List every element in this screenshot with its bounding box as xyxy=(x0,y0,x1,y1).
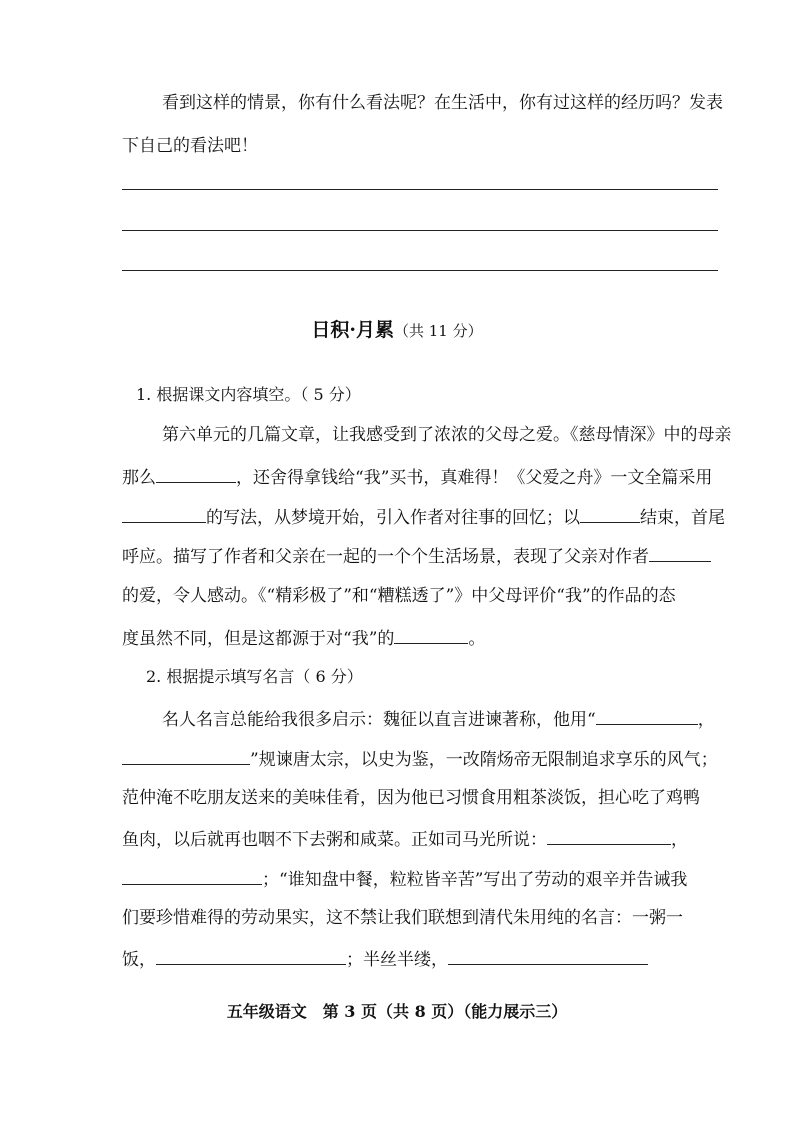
q1-blank-4[interactable] xyxy=(649,543,711,562)
q2-heading: 2. 根据提示填写名言（ 6 分） xyxy=(146,667,363,686)
prompt-line-1: 看到这样的情景，你有什么看法呢？在生活中，你有过这样的经历吗？发表 xyxy=(162,93,723,113)
q2-line-4-text-b: ， xyxy=(671,830,688,850)
q1-heading: 1. 根据课文内容填空。（ 5 分） xyxy=(136,385,361,404)
q2-line-6: 们要珍惜难得的劳动果实，这不禁让我们联想到清代朱用纯的名言：一粥一 xyxy=(122,908,683,928)
page-footer: 五年级语文 第 3 页（共 8 页）（能力展示三） xyxy=(226,1002,568,1021)
q2-blank-2[interactable] xyxy=(122,746,250,765)
q2-line-5 xyxy=(122,866,687,892)
q2-line-7 xyxy=(122,946,648,972)
q2-line-3: 范仲淹不吃朋友送来的美味佳肴，因为他已习惯食用粗茶淡饭，担心吃了鸡鸭 xyxy=(122,788,700,808)
q1-line-4-text: 呼应。描写了作者和父亲在一起的一个个生活场景，表现了父亲对作者 xyxy=(122,547,649,567)
q1-line-6-text-b: 。 xyxy=(468,629,486,649)
q2-line-1 xyxy=(162,706,715,732)
q2-blank-6[interactable] xyxy=(448,946,648,965)
q1-blank-1[interactable] xyxy=(156,464,236,483)
q2-blank-3[interactable] xyxy=(547,826,671,845)
q1-line-3-text-a: 的写法，从梦境开始，引入作者对往事的回忆；以 xyxy=(206,508,580,528)
q1-line-5: 的爱，令人感动。《“精彩极了”和“糟糕透了”》中父母评价“我”的作品的态 xyxy=(122,586,676,606)
q1-blank-5[interactable] xyxy=(394,625,468,644)
q2-blank-4[interactable] xyxy=(122,866,262,885)
q1-line-3 xyxy=(122,504,725,530)
q1-line-6 xyxy=(122,625,485,651)
prompt-line-2: 下自己的看法吧！ xyxy=(122,136,258,156)
section-title-text: 日积·月累 xyxy=(311,319,394,341)
q2-blank-5[interactable] xyxy=(156,946,346,965)
q2-line-1-text-b: ， xyxy=(697,710,715,730)
answer-line-2[interactable] xyxy=(122,230,718,231)
answer-line-1[interactable] xyxy=(122,189,718,190)
q1-line-6-text-a: 度虽然不同，但是这都源于对“我”的 xyxy=(122,629,395,649)
q2-line-5-text: ；“谁知盘中餐，粒粒皆辛苦”写出了劳动的艰辛并告诫我 xyxy=(262,870,688,890)
q1-line-3-text-b: 结束，首尾 xyxy=(640,508,725,528)
q2-line-7-text-b: ；半丝半缕， xyxy=(346,950,448,970)
section-score: （共 11 分） xyxy=(394,322,483,340)
q1-line-1: 第六单元的几篇文章，让我感受到了浓浓的父母之爱。《慈母情深》中的母亲 xyxy=(162,425,732,445)
q1-blank-2[interactable] xyxy=(122,504,206,523)
section-title xyxy=(0,318,794,343)
q1-line-2-text-a: 那么 xyxy=(122,468,156,488)
q1-line-2-text-b: ，还舍得拿钱给“我”买书，真难得！《父爱之舟》一文全篇采用 xyxy=(236,468,713,488)
q2-line-2 xyxy=(122,746,718,772)
q2-line-7-text-a: 饭， xyxy=(122,950,156,970)
answer-line-3[interactable] xyxy=(122,270,718,271)
q1-blank-3[interactable] xyxy=(580,504,640,523)
q2-blank-1[interactable] xyxy=(596,706,698,725)
q1-line-4 xyxy=(122,543,711,569)
q2-line-2-text: ”规谏唐太宗，以史为鉴，一改隋炀帝无限制追求享乐的风气； xyxy=(250,750,718,770)
q2-line-4-text-a: 鱼肉，以后就再也咽不下去粥和咸菜。正如司马光所说： xyxy=(122,830,547,850)
q2-line-1-text-a: 名人名言总能给我很多启示：魏征以直言进谏著称，他用“ xyxy=(162,710,596,730)
q1-line-2 xyxy=(122,464,712,490)
q2-line-4 xyxy=(122,826,688,852)
